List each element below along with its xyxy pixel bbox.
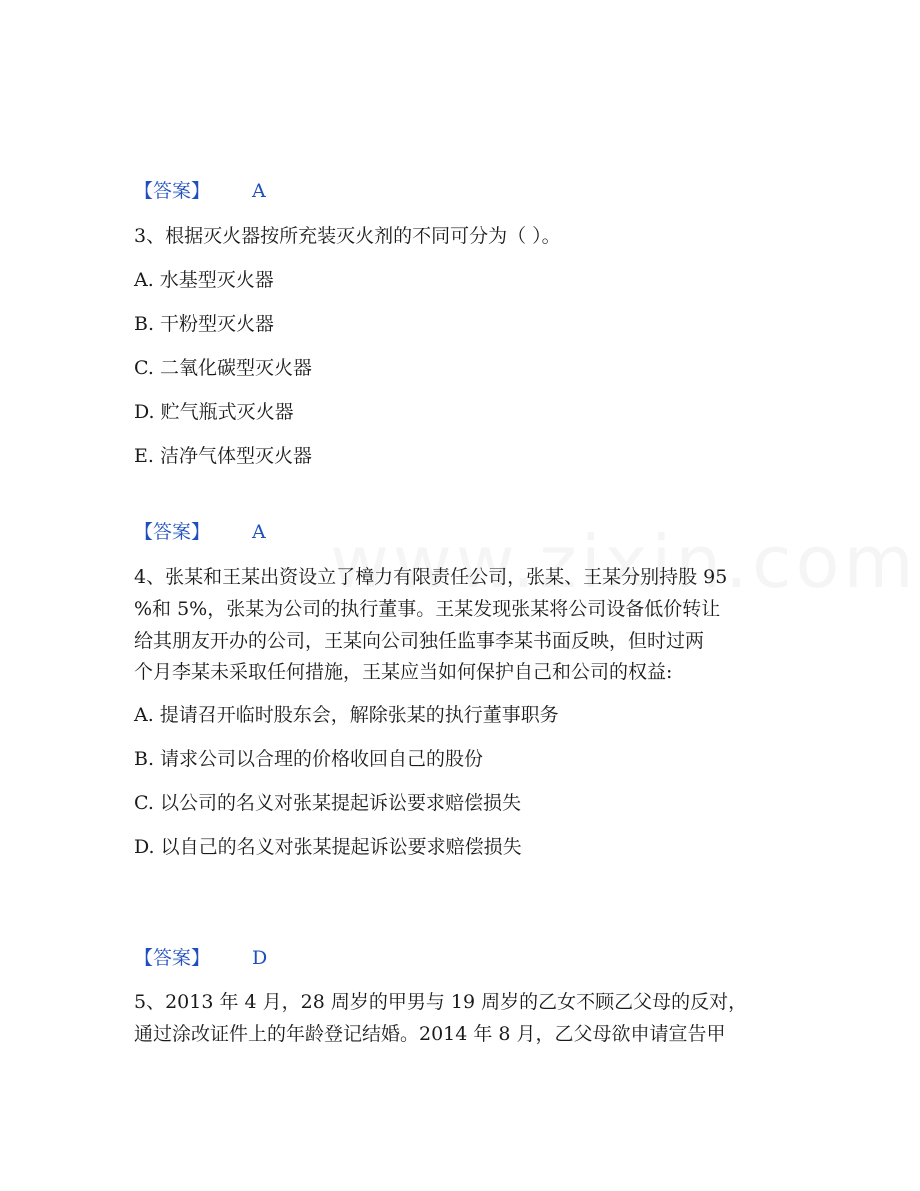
answer-label: 【答案】: [134, 947, 211, 969]
question-4-option-d: D. 以自己的名义对张某提起诉讼要求赔偿损失: [134, 836, 522, 858]
answer-block: [134, 179, 266, 203]
question-4-option-b: B. 请求公司以合理的价格收回自己的股份: [134, 748, 484, 770]
question-3-option-a: A. 水基型灭火器: [134, 269, 274, 291]
answer-value: A: [252, 180, 266, 202]
answer-label: 【答案】: [134, 180, 211, 202]
question-3-option-b: B. 干粉型灭火器: [134, 313, 275, 335]
question-5-stem-line: 5、2013 年 4 月，28 周岁的甲男与 19 周岁的乙女不顾乙父母的反对，: [134, 991, 748, 1013]
question-3-option-d: D. 贮气瓶式灭火器: [134, 401, 294, 423]
answer-label: 【答案】: [134, 521, 211, 543]
question-4-stem-line: %和 5%，张某为公司的执行董事。王某发现张某将公司设备低价转让: [134, 598, 721, 620]
question-5-stem-line: 通过涂改证件上的年龄登记结婚。2014 年 8 月，乙父母欲申请宣告甲: [134, 1023, 726, 1045]
question-4-stem-line: 个月李某未采取任何措施，王某应当如何保护自己和公司的权益:: [134, 661, 673, 683]
answer-block: [134, 520, 266, 544]
question-3-option-c: C. 二氧化碳型灭火器: [134, 357, 312, 379]
question-4-option-a: A. 提请召开临时股东会，解除张某的执行董事职务: [134, 704, 559, 726]
answer-value: D: [252, 947, 268, 969]
watermark: [330, 520, 920, 604]
answer-block: [134, 946, 267, 970]
question-4-option-c: C. 以公司的名义对张某提起诉讼要求赔偿损失: [134, 792, 521, 814]
question-4-stem-line: 4、张某和王某出资设立了樟力有限责任公司，张某、王某分别持股 95: [134, 566, 728, 588]
question-3-option-e: E. 洁净气体型灭火器: [134, 445, 312, 467]
question-4-stem-line: 给其朋友开办的公司，王某向公司独任监事李某书面反映，但时过两: [134, 630, 705, 652]
answer-value: A: [252, 521, 266, 543]
question-3-stem: 3、根据灭火器按所充装灭火剂的不同可分为（ ）。: [134, 225, 561, 247]
